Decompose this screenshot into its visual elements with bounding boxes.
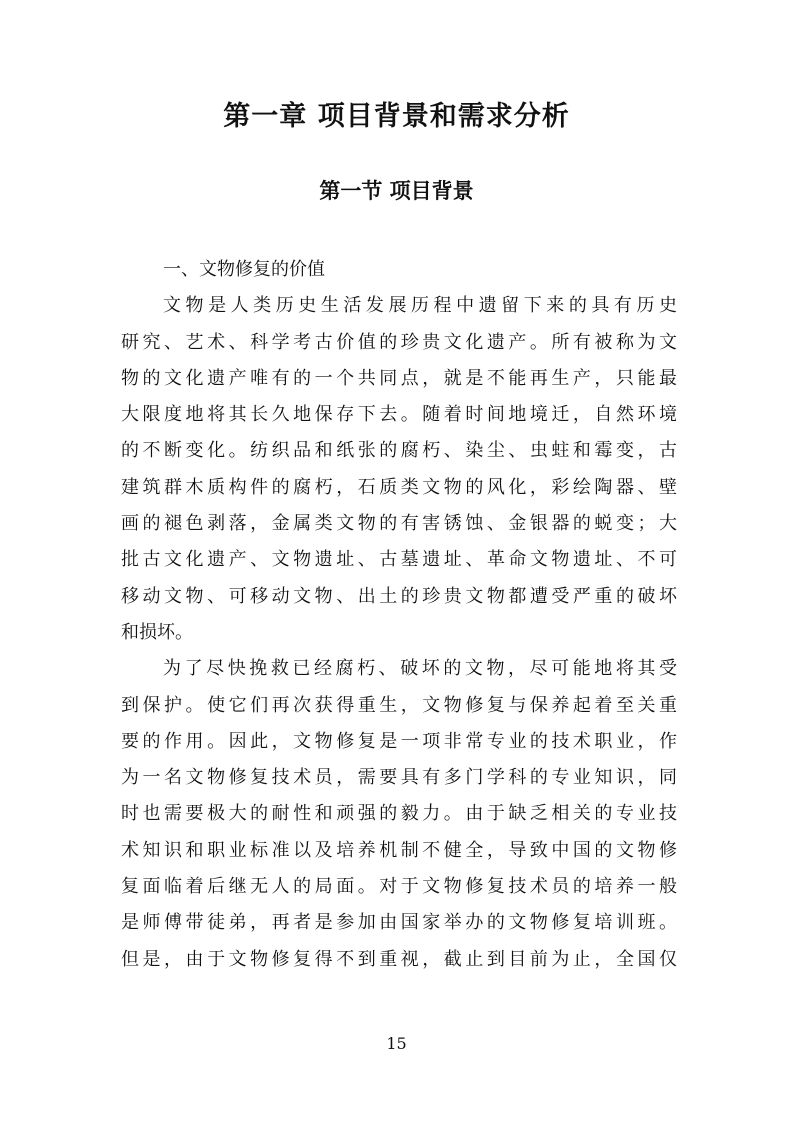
paragraph-2 <box>121 651 677 978</box>
paragraph-1 <box>121 288 677 651</box>
paragraph-line: 建筑群木质构件的腐朽，石质类文物的风化，彩绘陶器、壁 <box>121 476 677 498</box>
paragraph-line: 是师傅带徒弟，再者是参加由国家举办的文物修复培训班。 <box>121 912 677 934</box>
section-title: 第一节 项目背景 <box>319 178 474 203</box>
chapter-title: 第一章 项目背景和需求分析 <box>223 101 570 132</box>
paragraph-line: 但是，由于文物修复得不到重视，截止到目前为止，全国仅 <box>121 948 677 970</box>
paragraph-line: 要的作用。因此，文物修复是一项非常专业的技术职业，作 <box>121 730 677 752</box>
paragraph-line: 移动文物、可移动文物、出土的珍贵文物都遭受严重的破坏 <box>121 585 677 607</box>
paragraph-line: 到保护。使它们再次获得重生，文物修复与保养起着至关重 <box>121 694 677 716</box>
paragraph-line: 的不断变化。纺织品和纸张的腐朽、染尘、虫蛀和霉变，古 <box>121 440 677 462</box>
paragraph-line: 复面临着后继无人的局面。对于文物修复技术员的培养一般 <box>121 876 677 898</box>
paragraph-line: 术知识和职业标准以及培养机制不健全，导致中国的文物修 <box>121 839 677 861</box>
page-number: 15 <box>386 1034 407 1053</box>
body-text <box>121 252 677 978</box>
paragraph-line: 画的褪色剥落，金属类文物的有害锈蚀、金银器的蜕变；大 <box>121 513 677 535</box>
paragraph-line: 批古文化遗产、文物遗址、古墓遗址、革命文物遗址、不可 <box>121 549 677 571</box>
paragraph-line: 为了尽快挽救已经腐朽、破坏的文物，尽可能地将其受 <box>163 658 677 680</box>
subheading: 一、文物修复的价值 <box>163 259 325 280</box>
paragraph-line: 为一名文物修复技术员，需要具有多门学科的专业知识，同 <box>121 767 677 789</box>
paragraph-line: 文物是人类历史生活发展历程中遗留下来的具有历史 <box>163 295 677 317</box>
paragraph-line: 研究、艺术、科学考古价值的珍贵文化遗产。所有被称为文 <box>121 331 677 353</box>
paragraph-line: 时也需要极大的耐性和顽强的毅力。由于缺乏相关的专业技 <box>121 803 677 825</box>
paragraph-line: 和损坏。 <box>121 621 193 643</box>
paragraph-line: 大限度地将其长久地保存下去。随着时间地境迁，自然环境 <box>121 404 677 426</box>
paragraph-line: 物的文化遗产唯有的一个共同点，就是不能再生产，只能最 <box>121 367 677 389</box>
